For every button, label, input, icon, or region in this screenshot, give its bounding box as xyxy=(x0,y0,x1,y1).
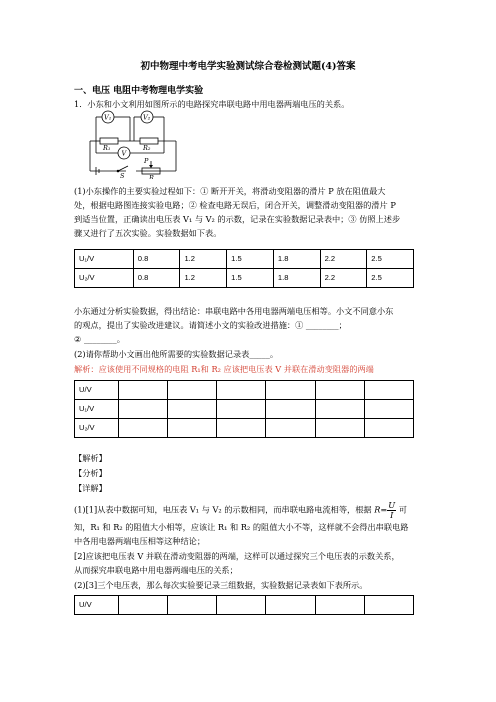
paragraph-line: 到适当位置，正确读出电压表 V₁ 与 V₂ 的示数，记录在实验数据记录表中；③ 仿照上述步 xyxy=(74,214,401,224)
detail-line: (2)[3]三个电压表，那么每次实验要记录三组数据，实验数据记录表如下表所示。 xyxy=(74,580,368,590)
paragraph-line: 小东通过分析实验数据，得出结论：串联电路中各用电器两端电压相等。小文不同意小东 xyxy=(74,306,394,316)
section-heading: 一、电压 电阻中考物理电学实验 xyxy=(74,86,204,96)
table-row xyxy=(75,400,414,419)
v2-label: V₂ xyxy=(143,113,151,122)
paragraph-line: (2)请你帮助小文画出他所需要的实验数据记录表_____。 xyxy=(74,349,279,359)
v-label: V xyxy=(121,149,127,158)
v1-label: V₁ xyxy=(104,113,112,122)
detail-text: (1)[1]从表中数据可知，电压表 V₁ 与 V₂ 的示数相同，而串联电路电流相等，根据 xyxy=(74,504,372,515)
table-cell: 2.5 xyxy=(367,269,414,288)
row-label: U/V xyxy=(75,381,119,400)
blank-table-2 xyxy=(74,380,414,438)
table-cell: 1.8 xyxy=(273,250,320,269)
tag-xiangjie: 【详解】 xyxy=(74,483,107,493)
paragraph-line: 骤又进行了五次实验。实验数据如下表。 xyxy=(74,228,222,238)
table-row xyxy=(75,596,414,615)
detail-line: [2]应该把电压表 V 并联在滑动变阻器的两端，这样可以通过探究三个电压表的示数关系， xyxy=(74,551,400,561)
paragraph-line: 的观点，提出了实验改进建议。请简述小文的实验改进措施：① ________； xyxy=(74,320,347,330)
row-label: U₁/V xyxy=(75,250,134,269)
question-stem: 1．小东和小文利用如图所示的电路探究串联电路中用电器两端电压的关系。 xyxy=(74,99,350,109)
circuit-diagram xyxy=(78,109,188,179)
r2-label: R₂ xyxy=(143,144,151,152)
table-cell: 1.2 xyxy=(180,269,227,288)
table-cell: 1.5 xyxy=(227,269,274,288)
paragraph-line: ② ________。 xyxy=(74,334,125,344)
table-cell: 2.5 xyxy=(367,250,414,269)
table-cell: 1.8 xyxy=(273,269,320,288)
table-cell: 2.2 xyxy=(320,269,367,288)
table-cell: 1.2 xyxy=(180,250,227,269)
table-row xyxy=(75,250,414,269)
table-cell: 0.8 xyxy=(133,250,180,269)
row-label: U₂/V xyxy=(75,419,119,438)
table-cell: 2.2 xyxy=(320,250,367,269)
formula-numerator: U xyxy=(388,500,396,510)
paragraph-line: 处，根据电路图连接实验电路；② 检查电路无误后，闭合开关，调整滑动变阻器的滑片 P xyxy=(74,200,396,210)
table-row xyxy=(75,269,414,288)
row-label: U/V xyxy=(75,596,119,615)
analysis-answer: 解析：应该使用不同规格的电阻 R₁和 R₂ 应该把电压表 V 并联在滑动变阻器的两端 xyxy=(74,364,374,374)
tag-fenxi: 【分析】 xyxy=(74,468,107,478)
page-title: 初中物理中考电学实验测试综合卷检测试题(4)答案 xyxy=(140,61,356,72)
table-cell: 1.5 xyxy=(227,250,274,269)
tag-jiexi: 【解析】 xyxy=(74,453,107,463)
detail-tail: 可 xyxy=(398,504,407,515)
paragraph-line: (1)小东操作的主要实验过程如下：① 断开开关，将滑动变阻器的滑片 P 放在阻值最大 xyxy=(74,186,386,196)
data-table-3 xyxy=(74,595,414,615)
formula-fraction xyxy=(387,501,396,520)
r1-label: R₁ xyxy=(103,144,111,152)
data-table-1 xyxy=(74,249,414,288)
table-row xyxy=(75,381,414,400)
detail-line: 从而探究串联电路中用电器两端电压的关系； xyxy=(74,565,238,575)
switch-label: S xyxy=(120,172,125,179)
table-row xyxy=(75,419,414,438)
rheostat-label: R xyxy=(149,174,154,179)
switch-icon xyxy=(118,166,128,171)
formula-lhs: R xyxy=(374,504,381,515)
detail-line: 中各用电器两端电压相等这种结论； xyxy=(74,536,206,546)
formula-denominator: I xyxy=(390,510,394,520)
row-label: U₁/V xyxy=(75,400,119,419)
row-label: U₂/V xyxy=(75,269,134,288)
detail-line: 知，R₁ 和 R₂ 的阻值大小相等，应该让 R₁ 和 R₂ 的阻值大小不等，这样就不会得出串联电路 xyxy=(74,522,409,532)
table-cell: 0.8 xyxy=(133,269,180,288)
detail-line: (1)[1]从表中数据可知，电压表 V₁ 与 V₂ 的示数相同，而串联电路电流相等，根据 R= $\frac{U}{I}$ 可 xyxy=(74,500,407,520)
slider-label: P xyxy=(144,157,149,165)
